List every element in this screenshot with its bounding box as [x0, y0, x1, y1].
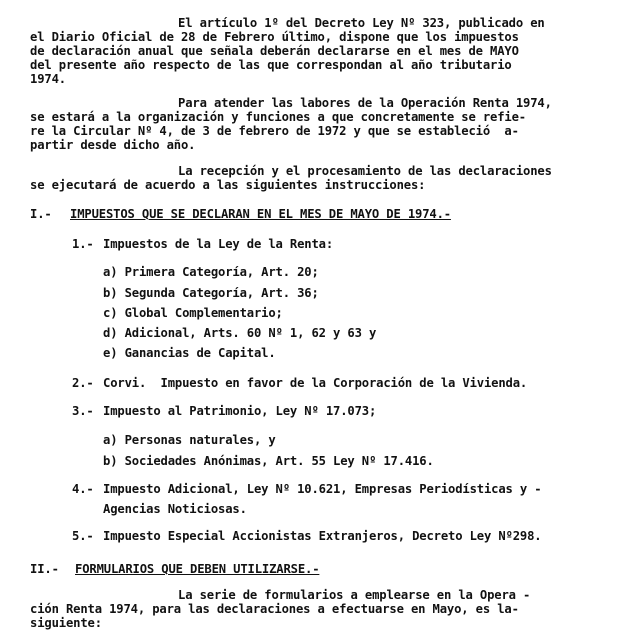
item2-number: 2.-: [72, 376, 94, 390]
item2-text: Corvi. Impuesto en favor de la Corporación de la Vivienda.: [103, 376, 528, 390]
para3-line-2: se ejecutará de acuerdo a las siguientes instrucciones:: [30, 178, 426, 192]
section2-para-line-2: ción Renta 1974, para las declaraciones a efectuarse en Mayo, es la-: [30, 602, 519, 616]
item5-text: Impuesto Especial Accionistas Extranjeros, Decreto Ley Nº298.: [103, 529, 542, 543]
intro-line-2: el Diario Oficial de 28 de Febrero último, dispone que los impuestos: [30, 30, 519, 44]
item3-sub-a: a) Personas naturales, y: [103, 433, 276, 447]
item1-number: 1.-: [72, 237, 94, 251]
intro-line-1: El artículo 1º del Decreto Ley Nº 323, publicado en: [178, 16, 545, 30]
item4-text-line-1: Impuesto Adicional, Ley Nº 10.621, Empresas Periodísticas y -: [103, 482, 542, 496]
intro-line-4: del presente año respecto de las que correspondan al año tributario: [30, 58, 512, 72]
item3-sub-b: b) Sociedades Anónimas, Art. 55 Ley Nº 17.416.: [103, 454, 434, 468]
item1-sub-c: c) Global Complementario;: [103, 306, 283, 320]
item1-text: Impuestos de la Ley de la Renta:: [103, 237, 333, 251]
item1-sub-e: e) Ganancias de Capital.: [103, 346, 276, 360]
section2-number: II.-: [30, 562, 59, 576]
item3-text: Impuesto al Patrimonio, Ley Nº 17.073;: [103, 404, 377, 418]
intro-line-3: de declaración anual que señala deberán declararse en el mes de MAYO: [30, 44, 519, 58]
item1-sub-b: b) Segunda Categoría, Art. 36;: [103, 286, 319, 300]
para2-line-4: partir desde dicho año.: [30, 138, 196, 152]
section1-title: IMPUESTOS QUE SE DECLARAN EN EL MES DE MAYO DE 1974.-: [70, 207, 451, 221]
intro-line-5: 1974.: [30, 72, 66, 86]
item4-number: 4.-: [72, 482, 94, 496]
section1-number: I.-: [30, 207, 52, 221]
para2-line-1: Para atender las labores de la Operación Renta 1974,: [178, 96, 552, 110]
section2-para-line-1: La serie de formularios a emplearse en la Opera -: [178, 588, 531, 602]
para2-line-3: re la Circular Nº 4, de 3 de febrero de 1972 y que se estableció a-: [30, 124, 519, 138]
para2-line-2: se estará a la organización y funciones a que concretamente se refie-: [30, 110, 526, 124]
item3-number: 3.-: [72, 404, 94, 418]
section2-para-line-3: siguiente:: [30, 616, 102, 630]
item4-text-line-2: Agencias Noticiosas.: [103, 502, 247, 516]
para3-line-1: La recepción y el procesamiento de las declaraciones: [178, 164, 552, 178]
item1-sub-a: a) Primera Categoría, Art. 20;: [103, 265, 319, 279]
section2-title: FORMULARIOS QUE DEBEN UTILIZARSE.-: [75, 562, 320, 576]
item1-sub-d: d) Adicional, Arts. 60 Nº 1, 62 y 63 y: [103, 326, 377, 340]
item5-number: 5.-: [72, 529, 94, 543]
